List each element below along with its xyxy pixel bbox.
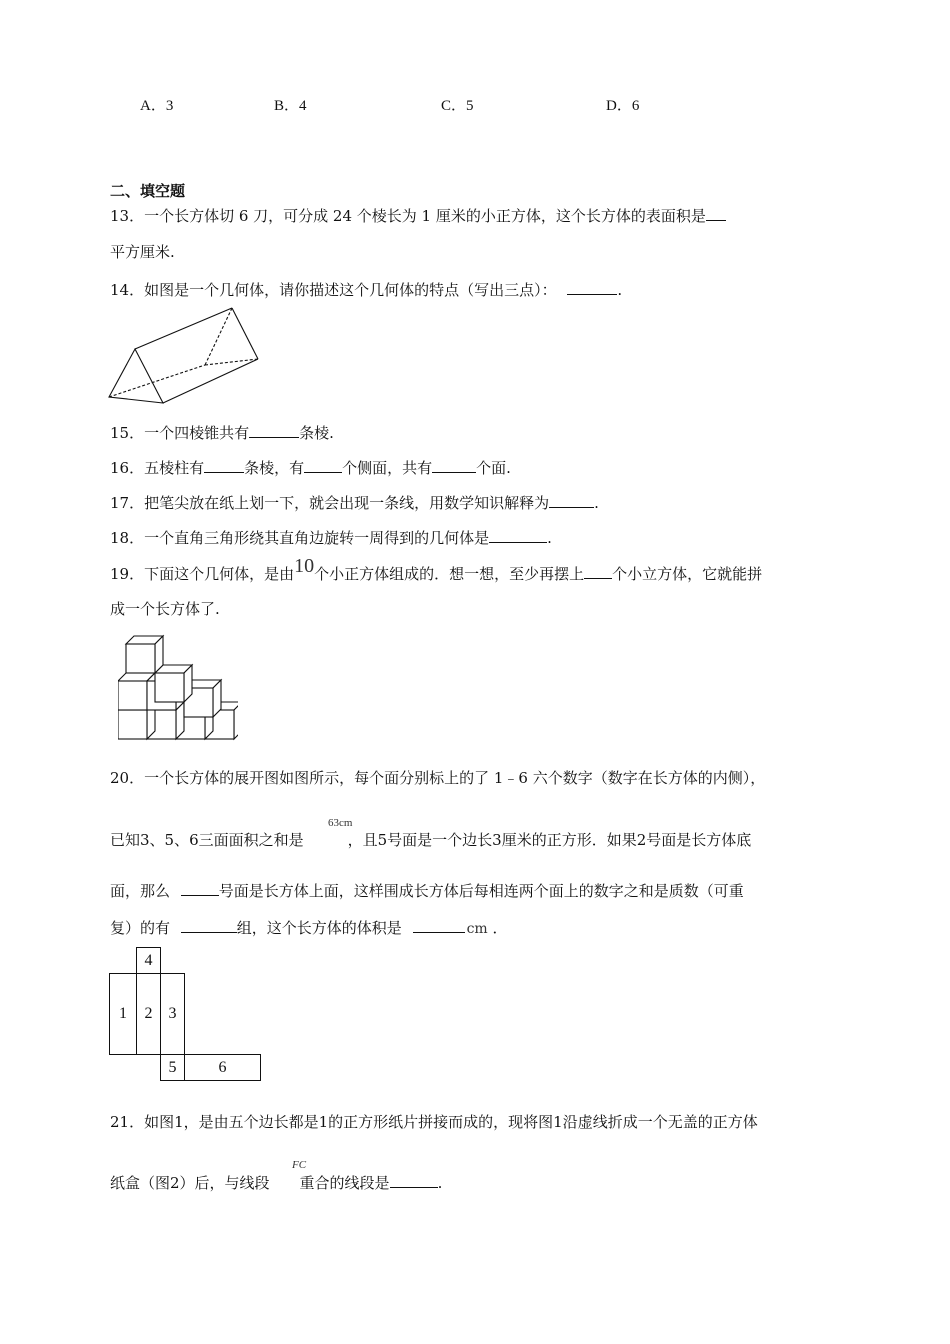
q19-blank: [584, 564, 612, 579]
q17-line: [110, 492, 599, 513]
q20-line4-mid: 组，这个长方体的体积是: [236, 919, 402, 937]
q21-line2: [110, 1172, 442, 1193]
net-face-1: 1: [109, 973, 137, 1055]
cube-layer-top: [126, 636, 163, 673]
q16-blank-3: [432, 458, 476, 473]
q21-segment-label: FC: [292, 1159, 307, 1171]
q13-text: 13．一个长方体切 6 刀，可分成 24 个棱长为 1 厘米的小正方体，这个长方体的表面积是: [110, 207, 706, 225]
q15-blank: [249, 423, 299, 438]
q19-post: 个小立方体，它就能拼: [612, 565, 763, 583]
net-face-4: 4: [136, 947, 161, 974]
q20-line3-post: 号面是长方体上面，这样围成长方体后每相连两个面上的数字之和是质数（可重: [218, 882, 744, 900]
q15-pre: 15．一个四棱锥共有: [110, 424, 250, 442]
q19-mid: 个小正方体组成的．想一想，至少再摆上: [314, 565, 585, 583]
option-a: A．3: [140, 98, 174, 114]
q20-unit: cm: [466, 921, 488, 937]
q16-post: 个面.: [476, 459, 511, 477]
q21-line2-post: 重合的线段是: [299, 1174, 390, 1192]
stacked-cubes-figure: [118, 633, 238, 743]
option-c: C．5: [441, 98, 474, 114]
q20-line4-pre: 复）的有: [110, 919, 171, 937]
q14-line: [110, 279, 622, 300]
q16-line: [110, 457, 511, 478]
prism-right-edge-bottom: [163, 359, 258, 403]
q20-blank-2: [181, 918, 237, 933]
cuboid-net-figure: [109, 947, 261, 1081]
q18-pre: 18．一个直角三角形绕其直角边旋转一周得到的几何体是: [110, 529, 490, 547]
q21-blank: [390, 1173, 438, 1188]
q14-end: .: [617, 281, 623, 299]
option-b: B．4: [274, 98, 307, 114]
q18-post: .: [547, 529, 552, 547]
q18-line: [110, 527, 552, 548]
q16-blank-2: [304, 458, 342, 473]
net-face-6: 6: [184, 1054, 261, 1081]
q20-line2-pre: 已知3、5、6三面面积之和是: [110, 831, 304, 849]
q19-num: 10: [294, 555, 315, 577]
q19-line2: 成一个长方体了.: [110, 600, 220, 618]
q20-line3: [110, 880, 744, 901]
prism-top-edge: [135, 308, 232, 349]
q16-mid1: 条棱，有: [244, 459, 305, 477]
q21-end: .: [437, 1174, 443, 1192]
q17-blank: [549, 493, 594, 508]
q19-pre: 19．下面这个几何体，是由: [110, 565, 295, 583]
q13-line2: 平方厘米.: [110, 243, 175, 261]
option-d: D．6: [606, 98, 640, 114]
q20-line4-end: ．: [492, 919, 508, 937]
q15-post: 条棱.: [299, 424, 334, 442]
q20-blank-1: [181, 881, 219, 896]
section-title: 二、填空题: [110, 182, 186, 200]
q16-pre: 16．五棱柱有: [110, 459, 205, 477]
q20-line2: [110, 829, 751, 850]
q20-line3-pre: 面，那么: [110, 882, 171, 900]
q21-line2-pre: 纸盒（图2）后，与线段: [110, 1174, 270, 1192]
net-face-5: 5: [160, 1054, 185, 1081]
q20-line1: 20．一个长方体的展开图如图所示，每个面分别标上的了 1﹣6 六个数字（数字在长方体的内侧），: [110, 769, 766, 787]
q17-pre: 17．把笔尖放在纸上划一下，就会出现一条线，用数学知识解释为: [110, 494, 550, 512]
q20-line2-post: ，且5号面是一个边长3厘米的正方形．如果2号面是长方体底: [347, 831, 752, 849]
prism-hidden-edge-2: [205, 359, 258, 365]
q14-blank: [567, 280, 617, 295]
q16-mid2: 个侧面，共有: [342, 459, 433, 477]
q20-area-value: 63cm: [328, 817, 353, 829]
q20-blank-3: [413, 918, 465, 933]
q19-line1: [110, 555, 763, 585]
prism-hidden-edge-1: [205, 308, 232, 365]
q15-line: [110, 422, 334, 443]
q14-text: 14．如图是一个几何体，请你描述这个几何体的特点（写出三点）：: [110, 281, 557, 299]
q21-line1: 21．如图1，是由五个边长都是1的正方形纸片拼接而成的，现将图1沿虚线折成一个无盖的正方体: [110, 1113, 758, 1131]
q13-blank: [706, 206, 726, 221]
prism-back-right-edge: [232, 308, 258, 359]
net-face-3: 3: [160, 973, 185, 1055]
q17-post: .: [594, 494, 599, 512]
net-face-2: 2: [136, 973, 161, 1055]
q18-blank: [489, 528, 547, 543]
triangular-prism-figure: [105, 305, 265, 407]
q20-line4: [110, 917, 508, 938]
q13-line1: [110, 205, 726, 226]
q16-blank-1: [204, 458, 244, 473]
prism-front-face: [109, 349, 163, 403]
